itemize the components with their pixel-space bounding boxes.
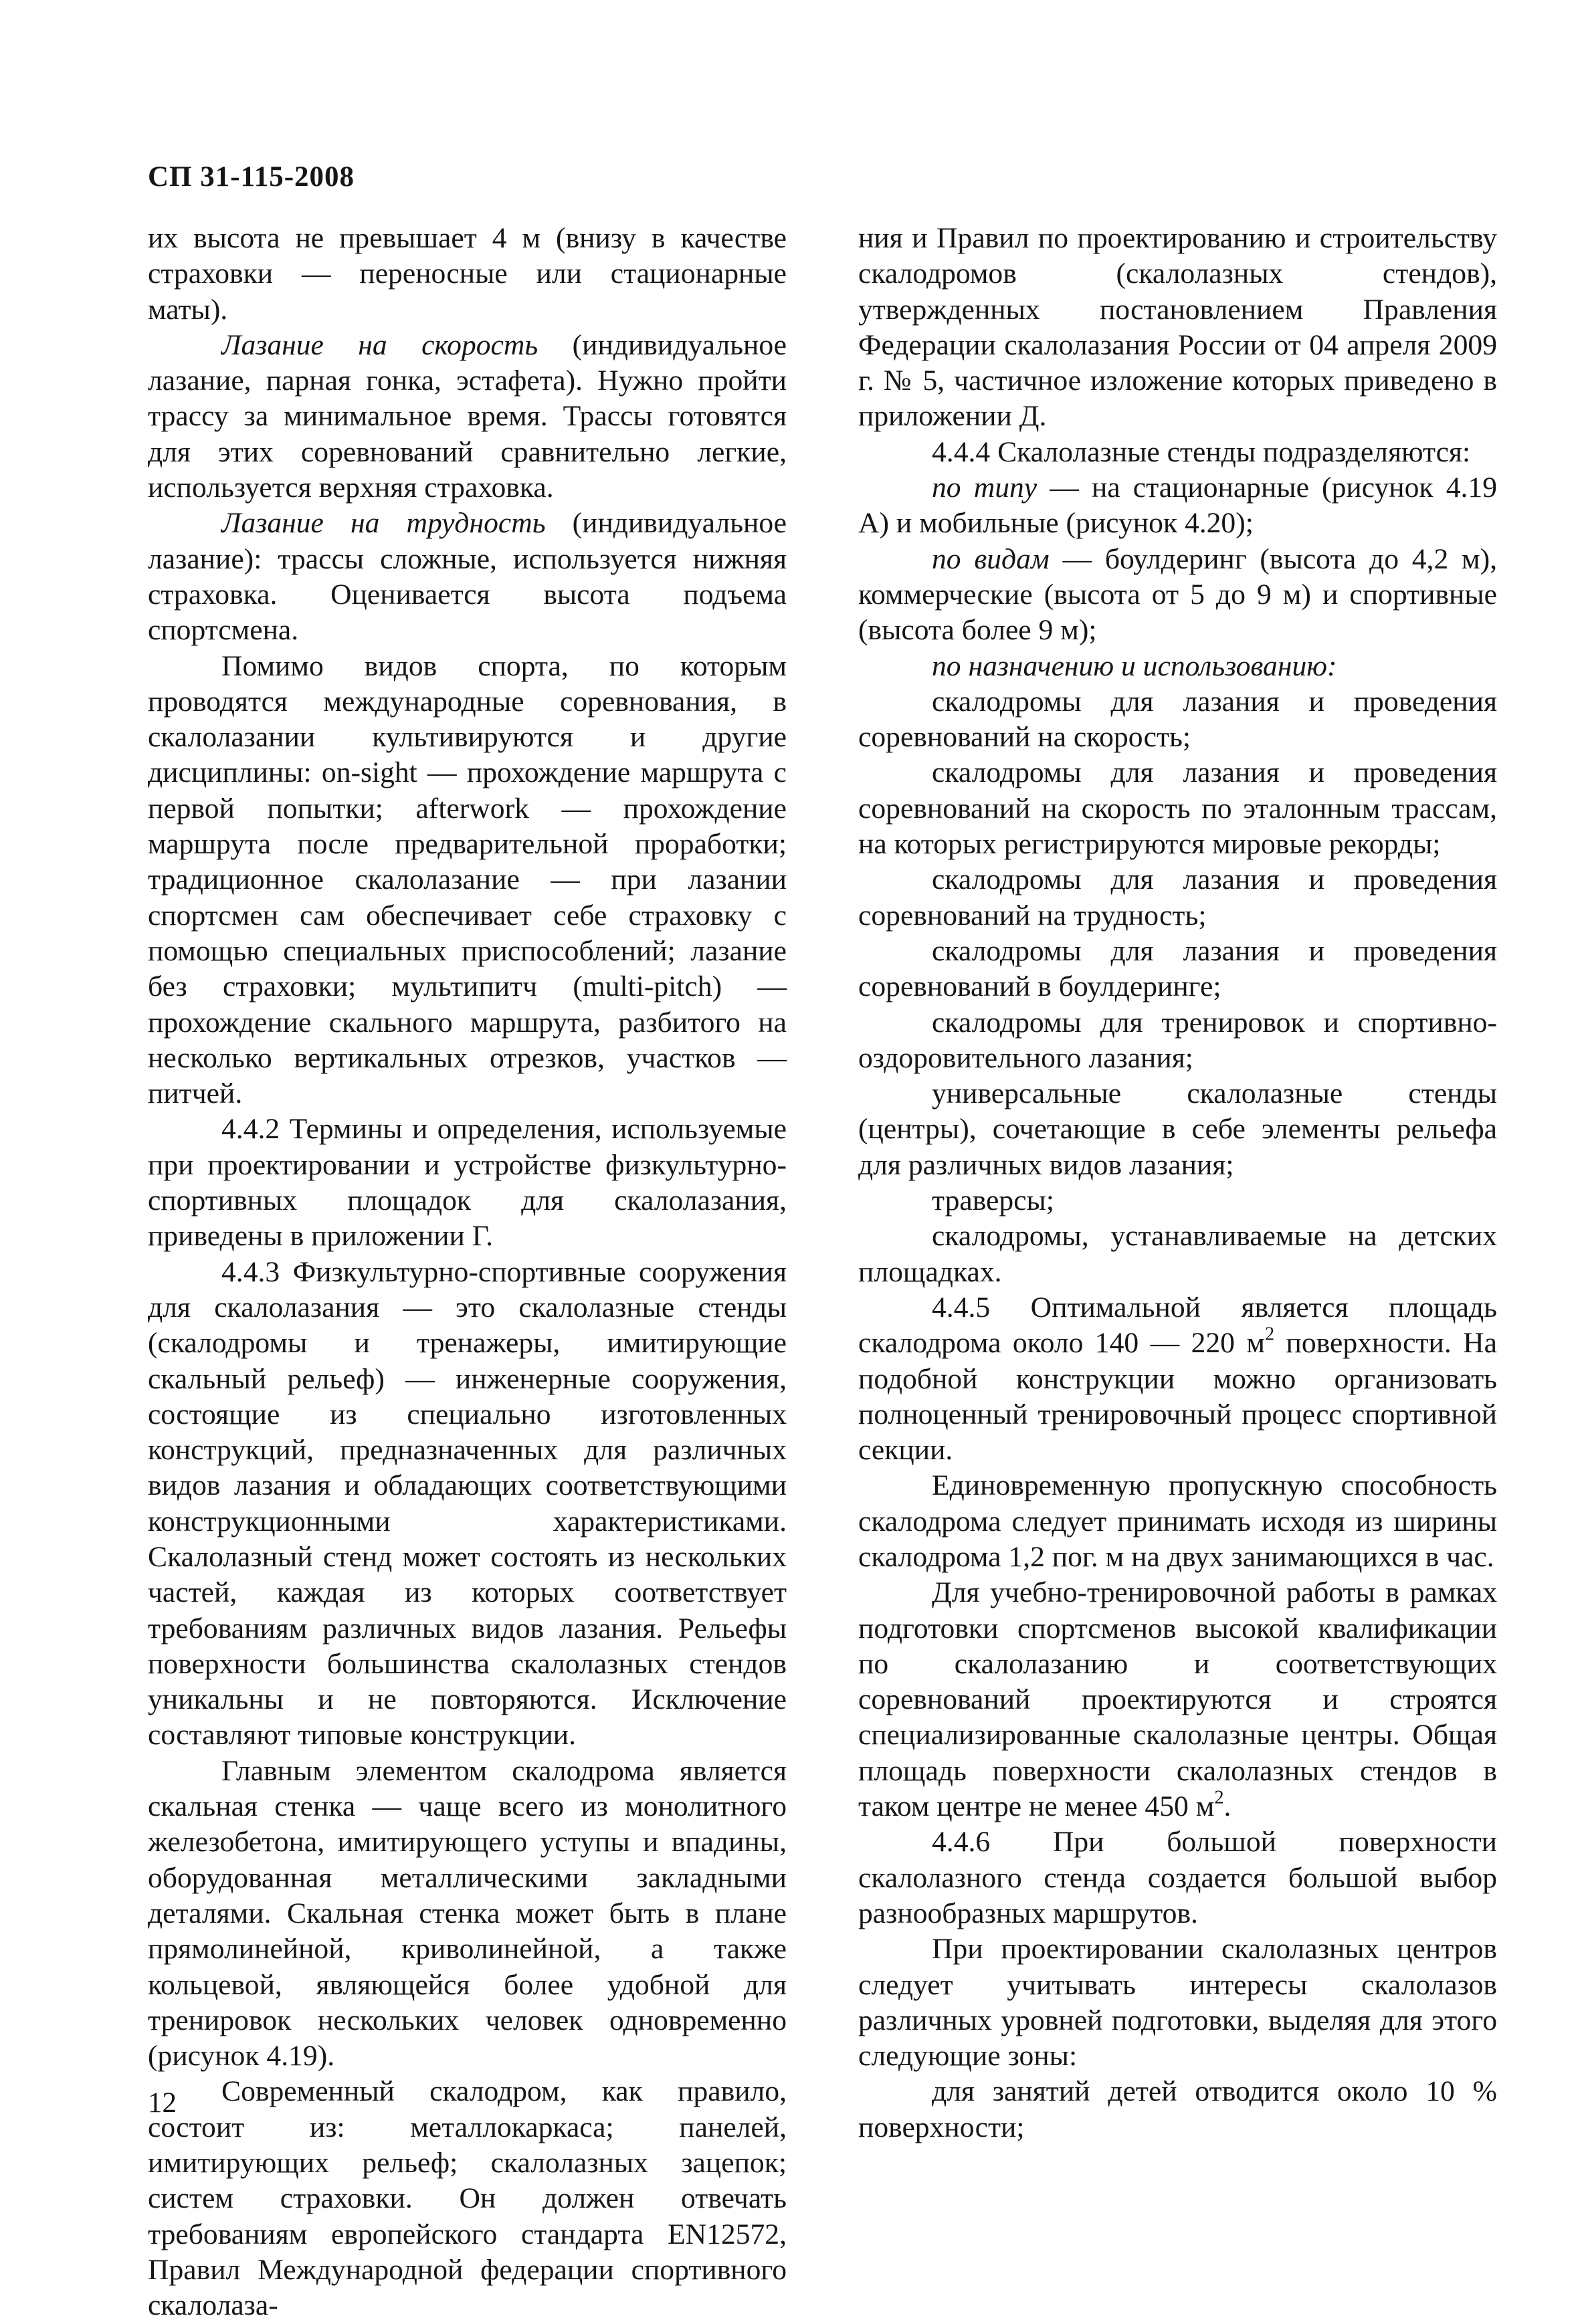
left-column: [148, 221, 787, 2324]
document-header: СП 31-115-2008: [148, 161, 355, 193]
superscript: 2: [1264, 1324, 1275, 1345]
list-item: скалодромы для лазания и проведения соревнований на скорость по эталонным трассам, на которых регистрируются мировые рекорды;: [858, 756, 1497, 861]
term-italic: по назначению и использованию:: [932, 649, 1337, 682]
right-column: [858, 221, 1497, 2145]
paragraph: [858, 470, 1497, 542]
paragraph: для занятий детей отводится около 10 % поверхности;: [858, 2075, 1497, 2143]
term-italic: Лазание на скорость: [221, 328, 538, 361]
paragraph: 4.4.4 Скалолазные стенды подразделяются:: [932, 435, 1471, 468]
paragraph: Современный скалодром, как правило, состоит из: металлокаркаса; панелей, имитирующих рельеф; скалолазных зацепок; систем страховки. Он должен отвечать требованиям европейского стандарта EN12572, Правил Международной федерации спортивного скалолаза-: [148, 2075, 787, 2322]
paragraph: 4.4.3 Физкультурно-спортивные сооружения для скалолазания — это скалолазные стенды (скалодромы и тренажеры, имитирующие скальный рельеф) — инженерные сооружения, состоящие из специально изготовленных конструкций, предназначенных для различных видов лазания и обладающих соответствующими конструкционными характеристиками. Скалолазный стенд может состоять из нескольких частей, каждая из которых соответствует требованиям различных видов лазания. Рельефы поверхности большинства скалолазных стендов уникальны и не повторяются. Исключение составляют типовые конструкции.: [148, 1255, 787, 1752]
list-item: скалодромы для тренировок и спортивно-оздоровительного лазания;: [858, 1006, 1497, 1074]
page-number: 12: [148, 2087, 177, 2119]
paragraph-text: — на стационарные (рисунок 4.19 А) и мобильные (рисунок 4.20);: [858, 471, 1497, 540]
term-italic: Лазание на трудность: [221, 507, 546, 540]
paragraph: [858, 1290, 1497, 1468]
list-item: траверсы;: [932, 1184, 1054, 1217]
paragraph: Помимо видов спорта, по которым проводятся международные соревнования, в скалолазании культивируются и другие дисциплины: on-sight — прохождение маршрута с первой попытки; afterwork — прохождение маршрута после предварительной проработки; традиционное скалолазание — при лазании спортсмен сам обеспечивает себе страховку с помощью специальных приспособлений; лазание без страховки; мультипитч (multi-pitch) — прохождение скального маршрута, разбитого на несколько вертикальных отрезков, участков — питчей.: [148, 649, 787, 1110]
term-italic: по видам: [932, 542, 1050, 575]
paragraph: [858, 542, 1497, 649]
paragraph: Главным элементом скалодрома является скальная стенка — чаще всего из монолитного железобетона, имитирующего уступы и впадины, оборудованная металлическими закладными деталями. Скальная стенка может быть в плане прямолинейной, криволинейной, а также кольцевой, являющейся более удобной для тренировок нескольких человек одновременно (рисунок 4.19).: [148, 1754, 787, 2073]
list-item: универсальные скалолазные стенды (центры), сочетающие в себе элементы рельефа для различных видов лазания;: [858, 1077, 1497, 1181]
list-item: скалодромы для лазания и проведения соревнований на трудность;: [858, 863, 1497, 932]
paragraph: [148, 328, 787, 506]
paragraph-text: Для учебно-тренировочной работы в рамках подготовки спортсменов высокой квалификации по скалолазанию и соответствующих соревнований проектируются и строятся специализированные скалолазные центры. Общая площадь поверхности скалолазных стендов в таком центре не менее 450 м: [858, 1576, 1497, 1823]
paragraph-text: (индивидуальное лазание, парная гонка, эстафета). Нужно пройти трассу за минимальное время. Трассы готовятся для этих соревнований сравнительно легкие, используется верхняя страховка.: [148, 328, 787, 504]
paragraph: 4.4.2 Термины и определения, используемые при проектировании и устройстве физкультурно-спортивных площадок для скалолазания, приведены в приложении Г.: [148, 1113, 787, 1253]
list-item: скалодромы для лазания и проведения соревнований в боулдеринге;: [858, 934, 1497, 1003]
paragraph-text: .: [1223, 1790, 1231, 1823]
paragraph-text: 4.4.5 Оптимальной является площадь скалодрома около 140 — 220 м: [858, 1291, 1497, 1360]
paragraph: 4.4.6 При большой поверхности скалолазного стенда создается большой выбор разнообразных маршрутов.: [858, 1826, 1497, 1929]
paragraph: их высота не превышает 4 м (внизу в качестве страховки — переносные или стационарные маты).: [148, 222, 787, 326]
paragraph: При проектировании скалолазных центров следует учитывать интересы скалолазов различных уровней подготовки, выделяя для этого следующие зоны:: [858, 1933, 1497, 2073]
paragraph-text: поверхности. На подобной конструкции можно организовать полноценный тренировочный процесс спортивной секции.: [858, 1327, 1498, 1467]
paragraph-text: (индивидуальное лазание): трассы сложные, используется нижняя страховка. Оценивается высота подъема спортсмена.: [148, 507, 787, 647]
list-item: скалодромы для лазания и проведения соревнований на скорость;: [858, 685, 1497, 754]
list-item: скалодромы, устанавливаемые на детских площадках.: [858, 1220, 1497, 1288]
term-italic: по типу: [932, 471, 1038, 504]
paragraph: Единовременную пропускную способность скалодрома следует принимать исходя из ширины скалодрома 1,2 пог. м на двух занимающихся в час.: [858, 1469, 1497, 1573]
paragraph: [858, 649, 1497, 684]
paragraph-text: — боулдеринг (высота до 4,2 м), коммерческие (высота от 5 до 9 м) и спортивные (высота более 9 м);: [858, 542, 1497, 647]
paragraph: [858, 1575, 1497, 1824]
superscript: 2: [1214, 1787, 1224, 1808]
paragraph: ния и Правил по проектированию и строительству скалодромов (скалолазных стендов), утвержденных постановлением Правления Федерации скалолазания России от 04 апреля 2009 г. № 5, частичное изложение которых приведено в приложении Д.: [858, 222, 1497, 433]
paragraph: [148, 506, 787, 648]
